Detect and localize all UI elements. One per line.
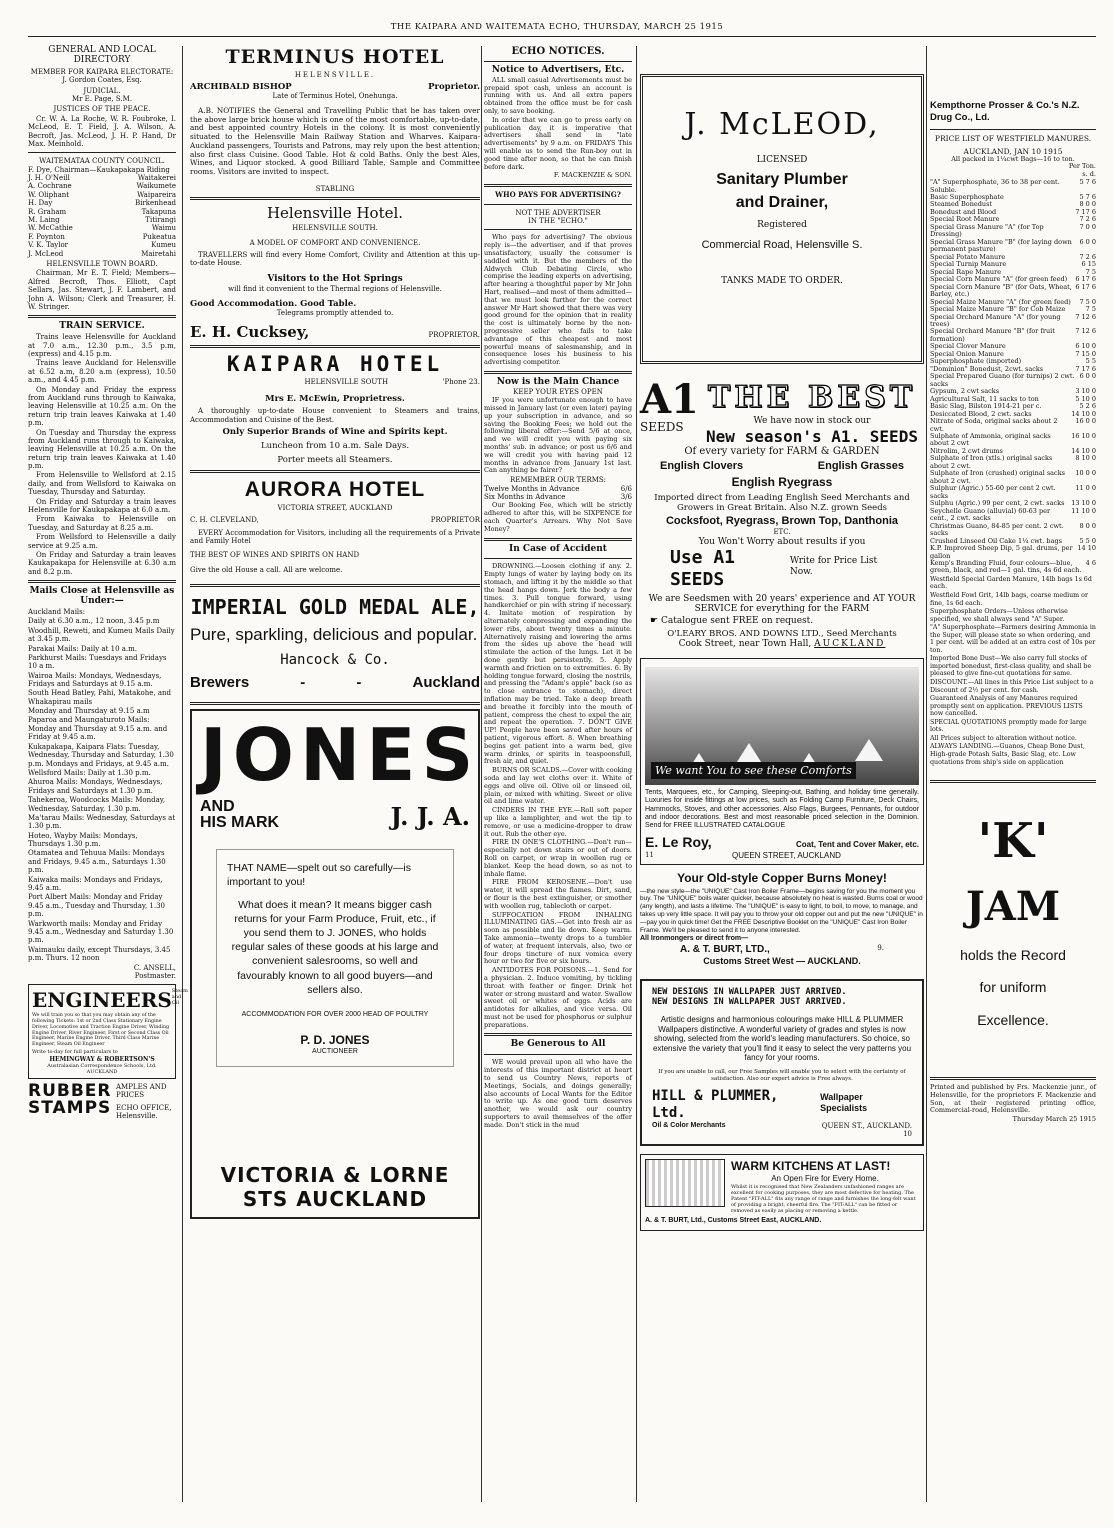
mails-para: Waimauku daily, except Thursdays, 3.45 p.m. Thurs. 12 noon	[28, 945, 171, 963]
price-row: Basic Superphosphate 5 7 6	[930, 193, 1096, 202]
price-row: Special Corn Manure "B" (for Oats, Wheat, Barley, etc.) 6 17 6	[930, 282, 1096, 299]
council-row: F. Dye, Chairman—Kaukapakapa Riding	[28, 165, 170, 174]
kitchens-firm: A. & T. BURT, Ltd., Customs Street East, AUCKLAND.	[645, 1217, 822, 1225]
price-row: Agricultural Salt, 11 sacks to ton 5 10 0	[930, 394, 1096, 403]
echo-keep: KEEP YOUR EYES OPEN	[513, 387, 603, 396]
mails-para: Parakai Mails: Daily at 10 a.m.	[28, 644, 138, 653]
tents-firm: E. Le Roy,	[645, 833, 712, 850]
price-row: Crushed Linseed Oil Cake 1¼ cwt. bags 5 5 0	[930, 536, 1096, 545]
helensville-good: Good Accommodation. Good Table.	[190, 298, 357, 309]
kjam-l1: holds the Record	[960, 946, 1066, 963]
masthead: THE KAIPARA AND WAITEMATA ECHO, THURSDAY, MARCH 25 1915	[390, 22, 724, 32]
council-row: H. Day Birkenhead	[28, 199, 176, 208]
kitchens-sub: An Open Fire for Every Home.	[771, 1173, 879, 1183]
echo-n2: In order that we can go to press early on publication day, it is imperative that advertisers shall send in "late advertisements" by 9 a.m. on FRIDAYS This will enable us to send the Run-boy out in good time after noon, so that he can finish before dark.	[484, 115, 632, 171]
mails-para: Monday and Thursday at 9.15 a.m. and Friday at 9.45 a.m.	[28, 725, 168, 742]
seeds-ad	[640, 376, 924, 650]
wallpaper-num: 10	[903, 1130, 912, 1139]
jones-accom: ACCOMMODATION FOR OVER 2000 HEAD OF POULTRY	[241, 1010, 429, 1018]
mails-para: Otamatea and Tehuua Mails: Mondays and Fridays, 9.45 a.m., Saturdays 1.30 p.m.	[28, 849, 166, 875]
helensville-visitors: Visitors to the Hot Springs	[267, 273, 403, 284]
jones-auctioneer-role: AUCTIONEER	[312, 1047, 358, 1055]
seeds-a1-sub: SEEDS	[640, 420, 684, 434]
mails-para: Wellsford Mails: Daily at 1.30 p.m.	[28, 768, 151, 777]
seeds-firm: O'LEARY BROS. AND DOWNS LTD., Seed Merchants	[667, 628, 897, 639]
price-row: Bonedust and Blood 7 17 6	[930, 207, 1096, 216]
wallpaper-oil: Oil & Color Merchants	[652, 1121, 726, 1129]
board-heading: HELENSVILLE TOWN BOARD.	[46, 259, 158, 268]
kemp-note: All Prices subject to alteration without notice.	[930, 734, 1077, 742]
member-heading: MEMBER FOR KAIPARA ELECTORATE:	[30, 67, 174, 76]
train-para: Trains leave Auckland for Helensville at 6.52 a.m, 8.20 a.m (express), 10.50 a.m., and 4.45 p.m.	[28, 359, 176, 385]
copper-ad	[640, 871, 924, 966]
kaipara-owner: Mrs E. McEwin, Proprietress.	[265, 394, 405, 405]
kjam-l2: for uniform	[979, 979, 1047, 996]
council-row: F. Poynton Pukeatua	[28, 232, 176, 241]
echo-chance: Now is the Main Chance	[496, 376, 620, 387]
engineers-firm-sub: Australasian Correspondence Schools, Ltd.	[47, 1063, 157, 1070]
mails-para: Tahekeroa, Woodcocks Mails: Monday, Wednesday, Saturday, 1.30 p.m.	[28, 796, 166, 813]
echo-acc-body7: ANTIDOTES FOR POISONS.—1. Send for a physician. 2. Induce vomiting, by tickling throat with feather or finger. Drink hot water or strong mustard and water. Swallow sweet oil or whites of eggs. Acids are antidotes for alkalies, and vice versa. Oil must not be used for phosphorus or sulphur preparations.	[484, 966, 632, 1029]
wallpaper-samples: If you are unable to call, our Free Samples will enable you to select with the certainty of satisfaction. Also our expert advice is Free always.	[658, 1068, 906, 1082]
price-row: Special Grass Manure "B" (for laying down permanent pasture) 6 0 0	[930, 237, 1096, 254]
echo-in: IN THE "ECHO."	[528, 217, 588, 226]
jones-initials: J. J. A.	[390, 801, 470, 831]
council-row: J. McLeod Mairetahi	[28, 249, 176, 258]
mcleod-licensed: LICENSED	[756, 155, 808, 165]
train-para: From Kaiwaka to Helensville on Tuesday, and Saturday at 8.25 a.m.	[28, 515, 176, 532]
kaipara-title: KAIPARA HOTEL	[226, 352, 444, 377]
wallpaper-h1: NEW DESIGNS IN WALLPAPER JUST ARRIVED.	[652, 986, 847, 997]
copper-addr: Customs Street West — AUCKLAND.	[703, 955, 861, 966]
tents-firm2: Coat, Tent and Cover Maker, etc.	[796, 839, 919, 849]
echo-sign: F. MACKENZIE & SON.	[553, 171, 632, 180]
train-para: On Tuesday and Thursday the express from Auckland runs through to Kaiwaka, leaving Helensville at 10.25 a.m. On the return trip train leaves Kaiwaka at 1.40 p.m.	[28, 428, 176, 471]
kemp-packed: All packed in 1¼cwt Bags—16 to ton.	[951, 154, 1075, 163]
kemp-date: AUCKLAND, JAN 10 1915	[963, 146, 1063, 156]
wallpaper-body: Artistic designs and harmonious colourings make HILL & PLUMMER Wallpapers distinctive. A wonderful variety of grades and styles is now showing, selected from the world's leading manufacturers. So choice, so extensive the variety that you'll find it easy to select the very patterns you fancy for your rooms.	[652, 1014, 912, 1063]
price-row: Special Clover Manure 6 10 0	[930, 342, 1096, 351]
echo-notice: Notice to Advertisers, Etc.	[491, 65, 625, 75]
seeds-etc: ETC.	[773, 528, 791, 537]
mcleod-reg: Registered	[757, 220, 807, 231]
mails-para: Monday and Thursday at 9.15 a.m Paparoa and Maungaturoto Mails:	[28, 707, 150, 724]
echo-acc-body3: CINDERS IN THE EYE.—Roll soft paper up like a lamplighter, and wet the tip to remove, or use a medicine-dropper to draw it out. Rub the other eye.	[484, 806, 632, 838]
terminus-body: A.B. NOTIFIES the General and Travelling Public that he has taken over the above large brick house which is one of the most comfortable, up-to-date, and best appointed country Hotels in the colony. It is most conveniently situated to the Helensville Main Railway Station and Wharves. Kaipara-Auckland passengers, Tourists and Patrons, may rely upon the best attention; also first class Cuisine. Good Table. Hot & cold Baths. Only the best Ales, Wines, and Liquor stocked. A good Billiard Table, Sample and Committee rooms. Visitors are invited to inspect.	[190, 105, 480, 177]
echo-t1: Twelve Months in Advance	[484, 484, 580, 493]
kaipara-place: HELENSVILLE SOUTH	[304, 377, 389, 386]
price-row: Superphosphate (imported) 5 5	[930, 357, 1096, 366]
mcleod-trade2: and Drainer,	[735, 193, 829, 211]
price-row: Special Prepared Guano (for turnips) 2 cwt. sacks 6 0 0	[930, 372, 1096, 388]
echo-accident: In Case of Accident	[509, 543, 607, 554]
council-row: M. Laing Titirangi	[28, 216, 176, 225]
imperial-tag: Pure, sparkling, delicious and popular.	[190, 625, 478, 645]
kemp-note: DISCOUNT.—All lines in this Price List subject to a Discount of 2½ per cent. for cash.	[930, 679, 1094, 694]
wallpaper-addr: QUEEN ST., AUCKLAND.	[821, 1121, 912, 1130]
column-directory	[28, 45, 188, 1502]
mails-para: Warkworth mails: Monday and Friday 9.45 a.m., Wednesday and Saturday 1.30 p.m.	[28, 919, 174, 945]
echo-acc-body6: SUFFOCATION FROM INHALING ILLUMINATING GAS.—Get into fresh air as soon as possible and lie down. Keep warm. Take ammonia—twenty drops to a tumbler of water, at frequent intervals, also, two or four drops tincture of nux vomica every hour or two for five or six hours.	[484, 910, 632, 966]
price-row: Special Turnip Manure 6 15	[930, 260, 1096, 269]
kitchens-title: WARM KITCHENS AT LAST!	[731, 1159, 891, 1174]
jones-ad	[190, 709, 480, 1219]
echo-acc-body: DROWNING.—Loosen clothing if any. 2. Empty lungs of water by laying body on its stomach, and lifting it by the middle so that the head hangs down. Jerk the body a few times. 3. Pull tongue forward, using handkerchief or pin with string if necessary. 4. Imitate motion of respiration by alternately compressing and expanding the lower ribs, about twenty times a minute. Alternatively raising and lowering the arms from the sides up above the head will stimulate the action of the lungs. Let it be done gently but persistently. 5. Apply warmth and friction on to extremities. 6. By holding tongue forward, closing the nostrils, and pressing the "Adam's apple" back (so as to close entrance to stomach), direct inflation may be tried. Take a deep breath and breathe it forcibly into the mouth of patient, compress the chest to expel the air, and repeat the operation. 7. DON'T GIVE UP! People have been saved after hours of patient, vigorous effort. 8. When breathing begins get patient into a warm bed, give warm drinks, or spirits in teaspoonsfull, fresh air, and quiet.	[484, 562, 632, 766]
copper-iron: All Ironmongers or direct from—	[640, 935, 749, 943]
kaipara-phone: 'Phone 23.	[442, 377, 480, 386]
jones-body: What does it mean? It means bigger cash returns for your Farm Produce, Fruit, etc., if you send them to J. JONES, who holds regular sales of these goods at his large and convenient salesrooms, so well and favourably known to all good buyers—and sellers also.	[231, 898, 439, 996]
echo-who: WHO PAYS FOR ADVERTISING?	[495, 190, 621, 200]
price-row: Sulphu (Agric.) 99 per cent, 2 cwt. sacks 13 10 0	[930, 499, 1096, 508]
tents-banner: We want You to see these Comforts	[651, 762, 856, 779]
helensville-place: HELENSVILLE SOUTH.	[292, 224, 378, 233]
column-echo-notices	[484, 46, 632, 1502]
kemp-sd: s. d.	[1082, 170, 1096, 179]
price-row: Sulphur (Agric.) 55-60 per cent 2 cwt. sacks 11 0 0	[930, 484, 1096, 500]
jones-mark: HIS MARK	[200, 814, 280, 832]
seeds-grasses: English Grasses	[817, 459, 904, 472]
wallpaper-spec: Wallpaper Specialists	[820, 1092, 868, 1113]
wallpaper-h2: NEW DESIGNS IN WALLPAPER JUST ARRIVED.	[652, 996, 847, 1007]
council-row: W. McCathie Waimu	[28, 224, 176, 233]
aurora-welcome: All are welcome.	[283, 565, 343, 574]
seeds-worry: You Won't Worry about results if you	[698, 536, 866, 547]
aurora-owner: C. H. CLEVELAND,	[190, 516, 259, 525]
seeds-use: Use A1 SEEDS	[670, 547, 736, 590]
echo-chance-body: IF you were unfortunate enough to have missed in January last (or even later) paying up your subscription in advance, and so saving the Booking Fees; we hold out the following liberal offer:—Send 5/6 at once, and we will credit you with paying six months' sub. in advance; or post us 6/6 and we will credit you with having paid 12 months in advance from January 1st last. Can anything be fairer?	[484, 396, 632, 475]
echo-t1v: 6/6	[620, 484, 632, 493]
kitchens-body: Whilst it is recognised that New Zealanders unfashioned ranges are excellent for cooking purposes, they are most defective for heating. The Patent "FIT-ALL" fits any range of range and furnishes the long-felt want of providing a bright, cheerful fire. The "FIT-ALL" can be fitted or removed as easily as placing or removing a kettle.	[731, 1184, 916, 1215]
jones-auctioneer: P. D. JONES	[300, 1033, 370, 1048]
kjam-k: 'K'	[977, 813, 1049, 870]
column-divider	[481, 46, 482, 1502]
imprint-date: Thursday March 25 1915	[1012, 1115, 1096, 1124]
fireplace-illustration	[645, 1159, 725, 1207]
price-row: Kemp's Branding Fluid, four colours—blue, green, black, and red—1 gal. tins, 4s 6d each. 4 6	[930, 558, 1096, 575]
council-row: V. K. Taylor Kumeu	[28, 241, 176, 250]
kaipara-body: A thoroughly up-to-date House convenient to Steamers and trains, Accommodation and Cuisine of the Best.	[190, 407, 480, 424]
mails-para: Kukapakapa, Kaipara Flats: Tuesday, Wednesday, Thursday and Saturday, 1.30 p.m. Mondays and Fridays, at 9.45 a.m.	[28, 742, 174, 768]
price-row: Desiccated Blood, 2 cwt. sacks 14 10 0	[930, 409, 1096, 418]
seeds-rye: English Ryegrass	[731, 475, 833, 490]
price-row: "Dominion" Bonedust, 2cwt. sacks 7 17 6	[930, 364, 1096, 373]
echo-generous: Be Generous to All	[510, 1039, 606, 1050]
kemp-note: ALWAYS LANDING.—Guanos, Cheap Bone Dust, High-grade Potash Salts, Basic Slag, etc. Low quotations from ship's side on application	[930, 743, 1085, 766]
price-row: Sulphate of Iron (crushed) original sacks about 2 cwt. 10 0 0	[930, 469, 1096, 485]
kaipara-porter: Porter meets all Steamers.	[277, 455, 393, 466]
kemp-note: Guaranteed Analysis of any Manures required promptly sent on application. PREVIOUS LISTS now cancelled.	[930, 695, 1083, 718]
price-row: K.P. Improved Sheep Dip, 5 gal. drums, per gallon 14 10	[930, 544, 1096, 560]
train-para: On Friday and Saturday a train leaves Helensville for Kaukapakapa at 6.0 a.m.	[28, 497, 176, 515]
kemp-note: Imported Bone Dust—We also carry full stocks of imported bonedust, first-class quality, and shall be pleased to give fine-cut quotations for same.	[930, 655, 1092, 678]
echo-gen-body: WE would prevail upon all who have the interests of this important district at heart to send us Country News, reports of Meetings, Socials, and doings generally; also accounts of Local Wants for the Editor to write up. As one good turn deserves another, we would ask our country supporters to avail themselves of the offer made. Don't stick in the mud	[484, 1058, 632, 1129]
kemp-note: "A" Superphosphate—Farmers desiring Ammonia in the Super, will please state so when ordering, and 1 per cent. will be added at an extra cost of 10s per ton.	[930, 624, 1096, 654]
price-row: Special Maize Manure "B" for Cob Maize 7 5	[930, 305, 1096, 314]
column-adverts	[640, 46, 924, 1502]
kemp-title: Kempthorne Prosser & Co.'s N.Z. Drug Co., Ld.	[930, 100, 1080, 124]
price-row: Nitrolim, 2 cwt drums 14 10 0	[930, 446, 1096, 455]
kemp-note: Westfield Fowl Grit, 14lb bags, coarse medium or fine, 1s 6d each.	[930, 592, 1088, 607]
terminus-title: TERMINUS HOTEL	[225, 46, 445, 68]
mails-para: Port Albert Mails: Monday and Friday 9.45 a.m., Tuesday and Thursday, 1.30 p.m.	[28, 893, 165, 919]
engineers-ad	[28, 984, 188, 1079]
engineers-city: AUCKLAND	[86, 1069, 118, 1076]
stamps-samples: AMPLES AND PRICES	[116, 1083, 167, 1100]
kitchens-ad	[640, 1154, 924, 1230]
price-row: Special Orchard Manure "B" (for fruit formation) 7 12 6	[930, 327, 1096, 343]
kjam-jam: JAM	[965, 882, 1061, 930]
board-text: Chairman, Mr E. T. Field; Members—Alfred Becroft, Thos. Elliott, Capt Sellars, Jas. Stewart, J. F. Lambert, and John A. Wilson; Clerk and Treasurer, H. W. Stringer.	[28, 269, 176, 311]
train-title: TRAIN SERVICE.	[59, 321, 145, 332]
price-row: Sulphate of Ammonia, original sacks about 2 cwt 16 10 0	[930, 432, 1096, 448]
echo-t2v: 3/6	[620, 493, 632, 501]
terminus-stabling: STABLING	[315, 184, 355, 193]
column-price-list	[930, 46, 1096, 1502]
seeds-cocks: Cocksfoot, Ryegrass, Brown Top, Danthonia	[665, 514, 899, 527]
echo-acc-body2: BURNS OR SCALDS.—Cover with cooking soda and lay wet cloths over it. White of eggs and olive oil. Olive oil or linseed oil, plain, or mixed with whiting. Sweet or olive oil and lime water.	[484, 766, 632, 806]
price-row: Gypsum, 2 cwt sacks 3 10 0	[930, 387, 1096, 396]
mails-para: Parkhurst Mails: Tuesdays and Fridays 10 a m.	[28, 653, 167, 671]
terminus-owner: ARCHIBALD BISHOP	[190, 82, 292, 93]
kemp-note: Superphosphate Orders—Unless otherwise specified, we shall always send "A" Super.	[930, 608, 1068, 623]
helensville-visitors-body: will find it convenient to the Thermal regions of Helensville.	[228, 284, 442, 293]
seeds-exp: We are Seedsmen with 20 years' experience and AT YOUR SERVICE for everything for the FARM	[648, 593, 916, 615]
copper-firm: A. & T. BURT, LTD.,	[680, 943, 770, 955]
aurora-role: PROPRIETOR	[430, 516, 480, 525]
helensville-owner: E. H. Cucksey,	[190, 323, 310, 342]
tents-ad	[640, 658, 924, 865]
k-jam-ad	[930, 813, 1096, 1029]
mails-para: Ma'tarau Mails: Wednesday, Saturdays at 1.30 p.m.	[28, 813, 176, 831]
postmaster-name: C. ANSELL,	[133, 963, 176, 972]
seeds-city: AUCKLAND	[814, 639, 886, 650]
train-para: Trains leave Helensville for Auckland at 7.0 a.m., 12.30 p.m., 3.5 p.m, (express) and 4.15 p.m.	[28, 333, 176, 358]
kaipara-brands: Only Superior Brands of Wine and Spirits kept.	[222, 427, 448, 438]
tents-addr: QUEEN STREET, AUCKLAND	[732, 850, 841, 860]
tents-body: Tents, Marquees, etc., for Camping, Sleeping-out, Bathing, and holiday time generally. Luxuries for inside fittings at low prices, such as Folding Camp Furniture, Deck Chairs, Hammocks, Stoves, and other accessories. Also Flags, Burgees, Pennants, for outdoor and indoor decorations. Best and most reasonable priced selection in the Dominion. Send for FREE ILLUSTRATED CATALOGUE	[645, 788, 919, 830]
price-row: Special Rape Manure 7 5	[930, 267, 1096, 276]
echo-terms: REMEMBER OUR TERMS:	[509, 476, 607, 485]
aurora-title: AURORA HOTEL	[244, 477, 426, 501]
column-divider	[926, 46, 927, 1502]
mcleod-addr: Commercial Road, Helensville S.	[701, 238, 863, 251]
column-divider	[636, 46, 637, 1502]
copper-num: 9.	[877, 943, 884, 952]
echo-n1: ALL small casual Advertisements must be prepaid spot cash, unless an account is running with us. And all extra papers obtained from the office must be for cash only, to save booking.	[484, 75, 632, 116]
price-list	[930, 179, 1096, 575]
seeds-a1: A1	[640, 376, 699, 423]
kemp-note: Westfield Special Garden Manure, 14lb bags 1s 6d each.	[930, 575, 1092, 591]
price-row: Special Potato Manure 7 2 6	[930, 252, 1096, 261]
kaipara-lunch: Luncheon from 10 a.m. Sale Days.	[260, 441, 410, 452]
price-row: Steamed Bonedust 8 0 0	[930, 200, 1096, 209]
price-row: Special Grass Manure "A" (for Top Dressing) 7 0 0	[930, 222, 1096, 239]
directory-title: GENERAL AND LOCAL DIRECTORY	[48, 45, 156, 65]
copper-title: Your Old-style Copper Burns Money!	[677, 871, 887, 886]
stamps-title: RUBBER STAMPS	[28, 1081, 112, 1119]
seeds-imported: Imported direct from Leading English Seed Merchants and Growers in Great Britain. Also N.Z. grown Seeds	[654, 492, 910, 513]
judicial-name: Mr E. Page, S.M.	[71, 94, 133, 103]
engineers-firm: HEMINGWAY & ROBERTSON'S	[49, 1055, 155, 1063]
jones-footer: VICTORIA & LORNE STS AUCKLAND	[220, 1163, 450, 1212]
echo-title: ECHO NOTICES.	[511, 46, 605, 57]
helensville-tag: A MODEL OF COMFORT AND CONVENIENCE.	[249, 238, 421, 247]
mails-title: Mails Close at Helensville as Under:—	[29, 586, 175, 607]
mails-para: Wairoa Mails: Mondays, Wednesdays, Fridays and Saturdays at 9.15 a.m.	[28, 671, 162, 689]
copper-body: —the new style—the "UNIQUE" Cast Iron Boiler Frame—begins saving for you the moment you buy. The "UNIQUE" boils water quicker, because absolutely no heat is wasted. Burns coal or wood (any length), and lasts a lifetime. The "UNIQUE" is easy to light, to boil, to move, to manage, and takes up very little space. It will pay you to throw your old copper out and put the new "UNIQUE" in—pay you in quick time! Get the FREE Descriptive Booklet on the "UNIQUE" Cast Iron Boiler Frame. We'll be pleased to send it to anyone interested.	[640, 887, 923, 934]
council-heading: WAITEMATAA COUNTY COUNCIL.	[39, 157, 165, 166]
jones-and: AND	[200, 798, 235, 816]
seeds-clovers: English Clovers	[660, 459, 744, 472]
member-name: J. Gordon Coates, Esq.	[62, 76, 142, 85]
terminus-place: HELENSVILLE.	[294, 70, 376, 79]
seeds-new: New season's A1. SEEDS	[706, 426, 918, 446]
echo-acc-body5: FIRE FROM KEROSENE.—Don't use water, it will spread the flames. Dirt, sand, or flour is the best extinguisher, or smother with woollen rug, tablecloth or carpet.	[484, 878, 632, 910]
price-row: Christmas Guano, 84-85 per cent. 2 cwt. sacks 8 0 0	[930, 521, 1096, 538]
kemp-perton: Per Ton.	[1068, 162, 1096, 171]
train-para: From Helensville to Wellsford at 2.15 daily, and from Wellsford to Kaiwaka on Tuesday, Thursday and Saturday.	[28, 471, 176, 497]
camp-illustration	[645, 667, 919, 785]
seeds-now: We have now in stock our	[753, 416, 871, 426]
seeds-best: THE BEST	[707, 380, 917, 415]
price-row: Special Maize Manure "A" (for green feed) 7 5 0	[930, 297, 1096, 306]
judicial-heading: JUDICIAL.	[83, 86, 121, 95]
mails-para: Hoteo, Wayby Mails: Mondays, Thursdays 1.30 p.m.	[28, 831, 138, 849]
mcleod-tanks: TANKS MADE TO ORDER.	[721, 276, 843, 287]
kjam-l3: Excellence.	[977, 1012, 1049, 1029]
aurora-best: THE BEST OF WINES AND SPIRITS ON HAND	[190, 551, 360, 560]
mcleod-trade1: Sanitary Plumber	[716, 170, 848, 188]
hand-icon: ☛	[650, 616, 659, 627]
price-row: Basic Slag, Bilston 1914-21 per c. 5 2 6	[930, 402, 1096, 411]
price-row: Special Root Manure 7 2 6	[930, 215, 1096, 224]
jones-lead: THAT NAME—spelt out so carefully—is important to you!	[227, 862, 411, 889]
stamps-ad	[28, 1083, 176, 1121]
helensville-body: TRAVELLERS will find every Home Comfort, Civility and Attention at this up-to-date House.	[190, 250, 480, 268]
council-row: W. Oliphant Waipareira	[28, 190, 176, 199]
kemp-note: SPECIAL QUOTATIONS promptly made for large lots.	[930, 718, 1087, 734]
mcleod-ad	[640, 74, 924, 364]
price-row: Sulphate of Iron (xtls.) original sacks about 2 cwt. 8 10 0	[930, 454, 1096, 470]
top-rule	[28, 36, 1096, 37]
price-row: Nitrate of Soda, original sacks about 2 cwt. 16 0 0	[930, 417, 1096, 433]
mails-para: Daily at 6.30 a.m., 12 noon, 3.45 p.m	[28, 617, 160, 626]
train-para: From Wellsford to Helensville a daily service at 9.25 a.m.	[28, 533, 176, 550]
mails-para: Kaiwaka mails: Mondays and Fridays, 9.45 a.m.	[28, 875, 163, 893]
echo-fee: Our Booking Fee, which will be strictly adhered to after this, will be SIXPENCE for each Quarter's Arrears. Why Not Save Money?	[484, 501, 632, 533]
council-row: R. Graham Takapuna	[28, 207, 176, 216]
helensville-tele: Telegrams promptly attended to.	[276, 309, 394, 318]
echo-acc-body4: FIRE IN ONE'S CLOTHING.—Don't run—especially not down stairs or out of doors. Roll on carpet, or wrap in woollen rug or blanket. Keep the head down, so as not to inhale flame.	[484, 838, 632, 878]
seeds-addr: Cook Street, near Town Hall,	[678, 639, 812, 650]
engineers-lines: We will train you so that you may obtain any of the following Tickets: 1st or 2nd Class Stationary Engine Driver, Locomotive and Traction Engine Driver, Winding Engine Driver, River Engineer, First or Second Class Oil Engineer, Marine Engine Driver, Third Class Marine Engineer, Steam Oil Engineer	[32, 1013, 170, 1048]
seeds-every: Of every variety for FARM & GARDEN	[684, 445, 880, 457]
price-row: Special Orchard Manure "A" (for young trees) 7 12 6	[930, 312, 1096, 328]
mails-para: Woodhill, Reweti, and Kumeu Mails Daily at 3.45 p.m.	[28, 626, 175, 644]
mcleod-name: J. McLEOD,	[684, 107, 880, 142]
terminus-role: Proprietor.	[428, 82, 480, 93]
seeds-cat: Catalogue sent FREE on request.	[660, 616, 814, 627]
column-divider	[182, 46, 183, 1502]
stamps-office: ECHO OFFICE, Helensville.	[116, 1103, 172, 1121]
seeds-write: Write for Price List Now.	[789, 556, 878, 578]
justices-heading: JUSTICES OF THE PEACE.	[53, 105, 151, 114]
helensville-title: Helensville Hotel.	[266, 204, 404, 223]
echo-not: NOT THE ADVERTISER	[515, 208, 601, 217]
aurora-call: Give the old House a call.	[190, 565, 281, 574]
imperial-title: IMPERIAL GOLD MEDAL ALE,	[190, 595, 480, 620]
helensville-role: PROPRIETOR.	[428, 331, 480, 340]
wallpaper-ad	[640, 979, 924, 1147]
price-row: Special Onion Manure 7 15 0	[930, 349, 1096, 358]
jones-name: JONES	[200, 713, 480, 798]
kemp-list: PRICE LIST OF WESTFIELD MANURES.	[934, 133, 1092, 143]
imperial-maker: Hancock & Co.	[280, 651, 390, 668]
imperial-right: Auckland	[412, 674, 480, 692]
aurora-place: VICTORIA STREET, AUCKLAND	[277, 503, 393, 512]
train-para: On Friday and Saturday a train leaves Kaukapakapa for Helensville at 6.30 a.m and 8.2 p.m.	[28, 550, 176, 576]
council-list	[28, 166, 176, 258]
mails-para: Auckland Mails:	[28, 607, 86, 616]
council-row: A. Cochrane Waikumete	[28, 182, 176, 191]
price-row: Seychelle Guano (alluvial) 60-63 per cent., 2 cwt. sacks 11 10 0	[930, 506, 1096, 523]
council-row: J. H. O'Neill Waitakerei	[28, 174, 176, 183]
wallpaper-firm: HILL & PLUMMER, Ltd.	[652, 1088, 779, 1121]
terminus-late: Late of Terminus Hotel, Onehunga.	[272, 92, 398, 101]
mails-para: Ahuroa Mails: Mondays, Wednesdays, Fridays and Saturdays at 1.30 p.m.	[28, 778, 163, 795]
column-hotels: TERMINUS HOTEL HELENSVILLE. ARCHIBALD BISHOP Proprietor. Late of Terminus Hotel, Onehunga. A.B. NOTIFIES the General and Travelling Public that he has taken over the above large brick house which is one of the most comfortable, up-to-date, and best appointed country Hotels in the colony. It is most conveniently situated to the Helensville Main Railway Station and Wharves. Kaipara-Auckland passengers, Tourists and Patrons, may rely upon the best attention; also first class Cuisine. Good Table. Hot & cold Baths. Only the best Ales, Wines, and Liquor stocked. A good Billiard Table, Sample and Committee rooms. Visitors are invited to inspect. STABLING Helensville Hotel. HELENSVILLE SOUTH. A MODEL OF COMFORT AND CONVENIENCE. TRAVELLERS will find every Home Comfort, Civility and Attention at this up-to-date House. Visitors to the Hot Springs will find it convenient to the Thermal regions of Helensville. Good Accommodation. Good Table. Telegrams promptly attended to. E. H. Cucksey, PROPRIETOR. KAIPARA HOTEL HELENSVILLE SOUTH 'Phone 23. Mrs E. McEwin, Proprietress. A thoroughly up-to-date House convenient to Steamers and trains, Accommodation and Cuisine of the Best. Only Superior Brands of Wine and Spirits kept. Luncheon from 10 a.m. Sale Days. Porter meets all Steamers. AURORA HOTEL VICTORIA STREET, AUCKLAND C. H. CLEVELAND, PROPRIETOR EVERY Accommodation for Visitors, including all the requirements of a Private and Family Hotel THE BEST OF WINES AND SPIRITS ON HAND Give the old House a call. All are welcome. IMPERIAL GOLD MEDAL ALE, Pure, sparkling, delicious and popular. Hancock & Co. Brewers - - Auckland JONES AND HIS MARK J. J. A. THAT NAME—spelt out so carefully—is important to you! What does it mean? It means bigger cash returns for your Farm Produce, Fruit, etc., if you send them to J. JONES, who holds regular sales of these goods at his large and convenient salesrooms, so well and favourably known to all good buyers—and sellers also. ACCOMMODATION FOR OVER 2000 HEAD OF POULTRY P. D. JONES AUCTIONEER VICTORIA & LORNE STS AUCKLAND	[190, 46, 480, 1502]
engineers-title: ENGINEERS	[32, 988, 172, 1013]
aurora-body: EVERY Accommodation for Visitors, including all the requirements of a Private and Family Hotel	[190, 528, 480, 545]
justices-names: Cr. W. A. La Roche, W. R. Foubroke, I. McLeod, E. T. Field, J. A. Wilson, A. Becroft, Jas. McLeod, J. H. P. Hand, Dr Max. Meinhold.	[28, 114, 176, 148]
engineers-side: Steam and Oil	[171, 988, 188, 1007]
echo-who-body: Who pays for advertising? The obvious reply is—the advertiser, and if that proves unsatisfactory, usually the consumer is saddled with it. But the members of the Aldwych Club Debating Circle, who comprise the leading experts on advertising, after hearing a thoughtful paper by Mr John Hart, realised—and most of them admitted—that we must look further for the correct answer Mr Hart showed that there was very good ground for the opinion that in reality the cost is ultimately borne by the non-progressive seller who fails to take advantage of this cheapest and most powerful means of salesmanship, and in consequence loses his business to his advertising competitor.	[484, 233, 632, 367]
engineers-write: Write to-day for full particulars to	[32, 1048, 118, 1055]
tents-num: 11	[645, 850, 654, 859]
mails-para: South Head Batley, Pahi, Matakohe, and Whakapirau mails	[28, 689, 171, 706]
imperial-left: Brewers	[190, 674, 250, 692]
price-row: Special Corn Manure "A" (for green feed) 6 17 6	[930, 275, 1096, 284]
imprint-text: Printed and published by Frs. Mackenzie junr., of Helensville, for the proprietors F. Mackenzie and Son, at their registered printing office, Commercial-road, Helensville.	[930, 1083, 1096, 1115]
echo-t2: Six Months in Advance	[484, 493, 566, 501]
price-row: "A" Superphosphate, 36 to 38 per cent. Soluble. 5 7 6	[930, 178, 1096, 194]
train-para: On Monday and Friday the express from Auckland runs through to Kaiwaka, leaving Helensville at 10.25 a.m. On the return trip train leaves Kaiwaka at 1.40 p.m.	[28, 385, 176, 428]
postmaster-role: Postmaster.	[134, 971, 176, 980]
